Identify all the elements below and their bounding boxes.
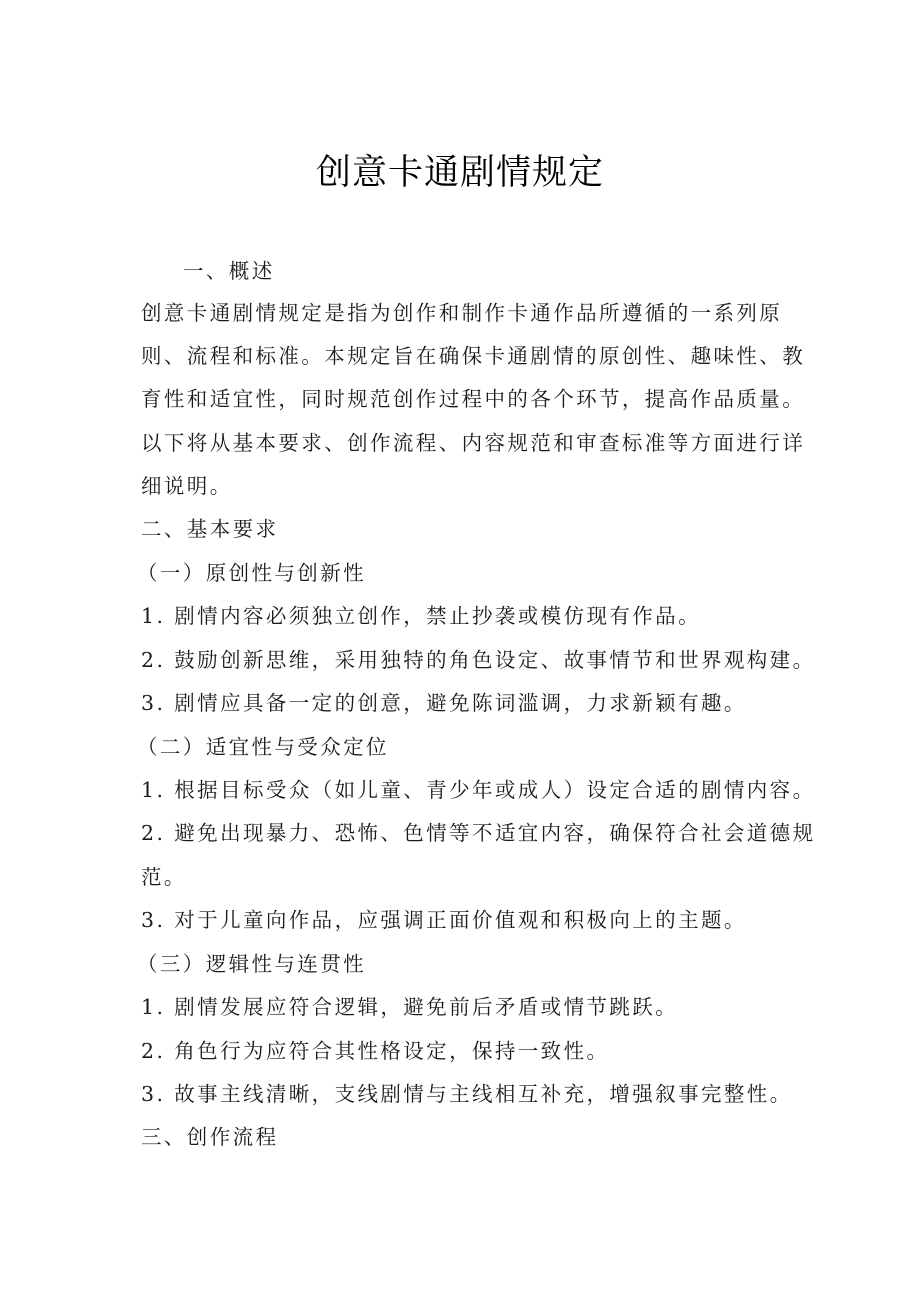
section-heading-basic-requirements: 二、基本要求	[141, 517, 279, 541]
list-item: 1. 剧情内容必须独立创作，禁止抄袭或模仿现有作品。	[141, 604, 701, 628]
list-item: 1. 剧情发展应符合逻辑，避免前后矛盾或情节跳跃。	[141, 995, 679, 1019]
list-item: 2. 鼓励创新思维，采用独特的角色设定、故事情节和世界观构建。	[141, 648, 816, 672]
list-item: 3. 剧情应具备一定的创意，避免陈词滥调，力求新颖有趣。	[141, 691, 747, 715]
paragraph-line: 则、流程和标准。本规定旨在确保卡通剧情的原创性、趣味性、教	[141, 344, 806, 368]
list-item: 2. 角色行为应符合其性格设定，保持一致性。	[141, 1039, 610, 1063]
subsection-heading-suitability: （二）适宜性与受众定位	[137, 735, 389, 759]
section-heading-creation-process: 三、创作流程	[141, 1125, 279, 1149]
paragraph-line: 以下将从基本要求、创作流程、内容规范和审查标准等方面进行详	[141, 431, 806, 455]
list-item: 1. 根据目标受众（如儿童、青少年或成人）设定合适的剧情内容。	[141, 778, 816, 802]
subsection-heading-logic: （三）逻辑性与连贯性	[137, 952, 366, 976]
paragraph-line: 细说明。	[141, 474, 233, 498]
subsection-heading-originality: （一）原创性与创新性	[137, 561, 366, 585]
paragraph-line: 范。	[141, 865, 187, 889]
paragraph-line: 创意卡通剧情规定是指为创作和制作卡通作品所遵循的一系列原	[141, 301, 783, 325]
list-item: 3. 对于儿童向作品，应强调正面价值观和积极向上的主题。	[141, 908, 747, 932]
list-item: 3. 故事主线清晰，支线剧情与主线相互补充，增强叙事完整性。	[141, 1082, 793, 1106]
document-title: 创意卡通剧情规定	[315, 153, 604, 193]
section-heading-overview: 一、概述	[183, 259, 275, 283]
paragraph-line: 育性和适宜性，同时规范创作过程中的各个环节，提高作品质量。	[141, 387, 806, 411]
list-item: 2. 避免出现暴力、恐怖、色情等不适宜内容，确保符合社会道德规	[141, 821, 816, 845]
